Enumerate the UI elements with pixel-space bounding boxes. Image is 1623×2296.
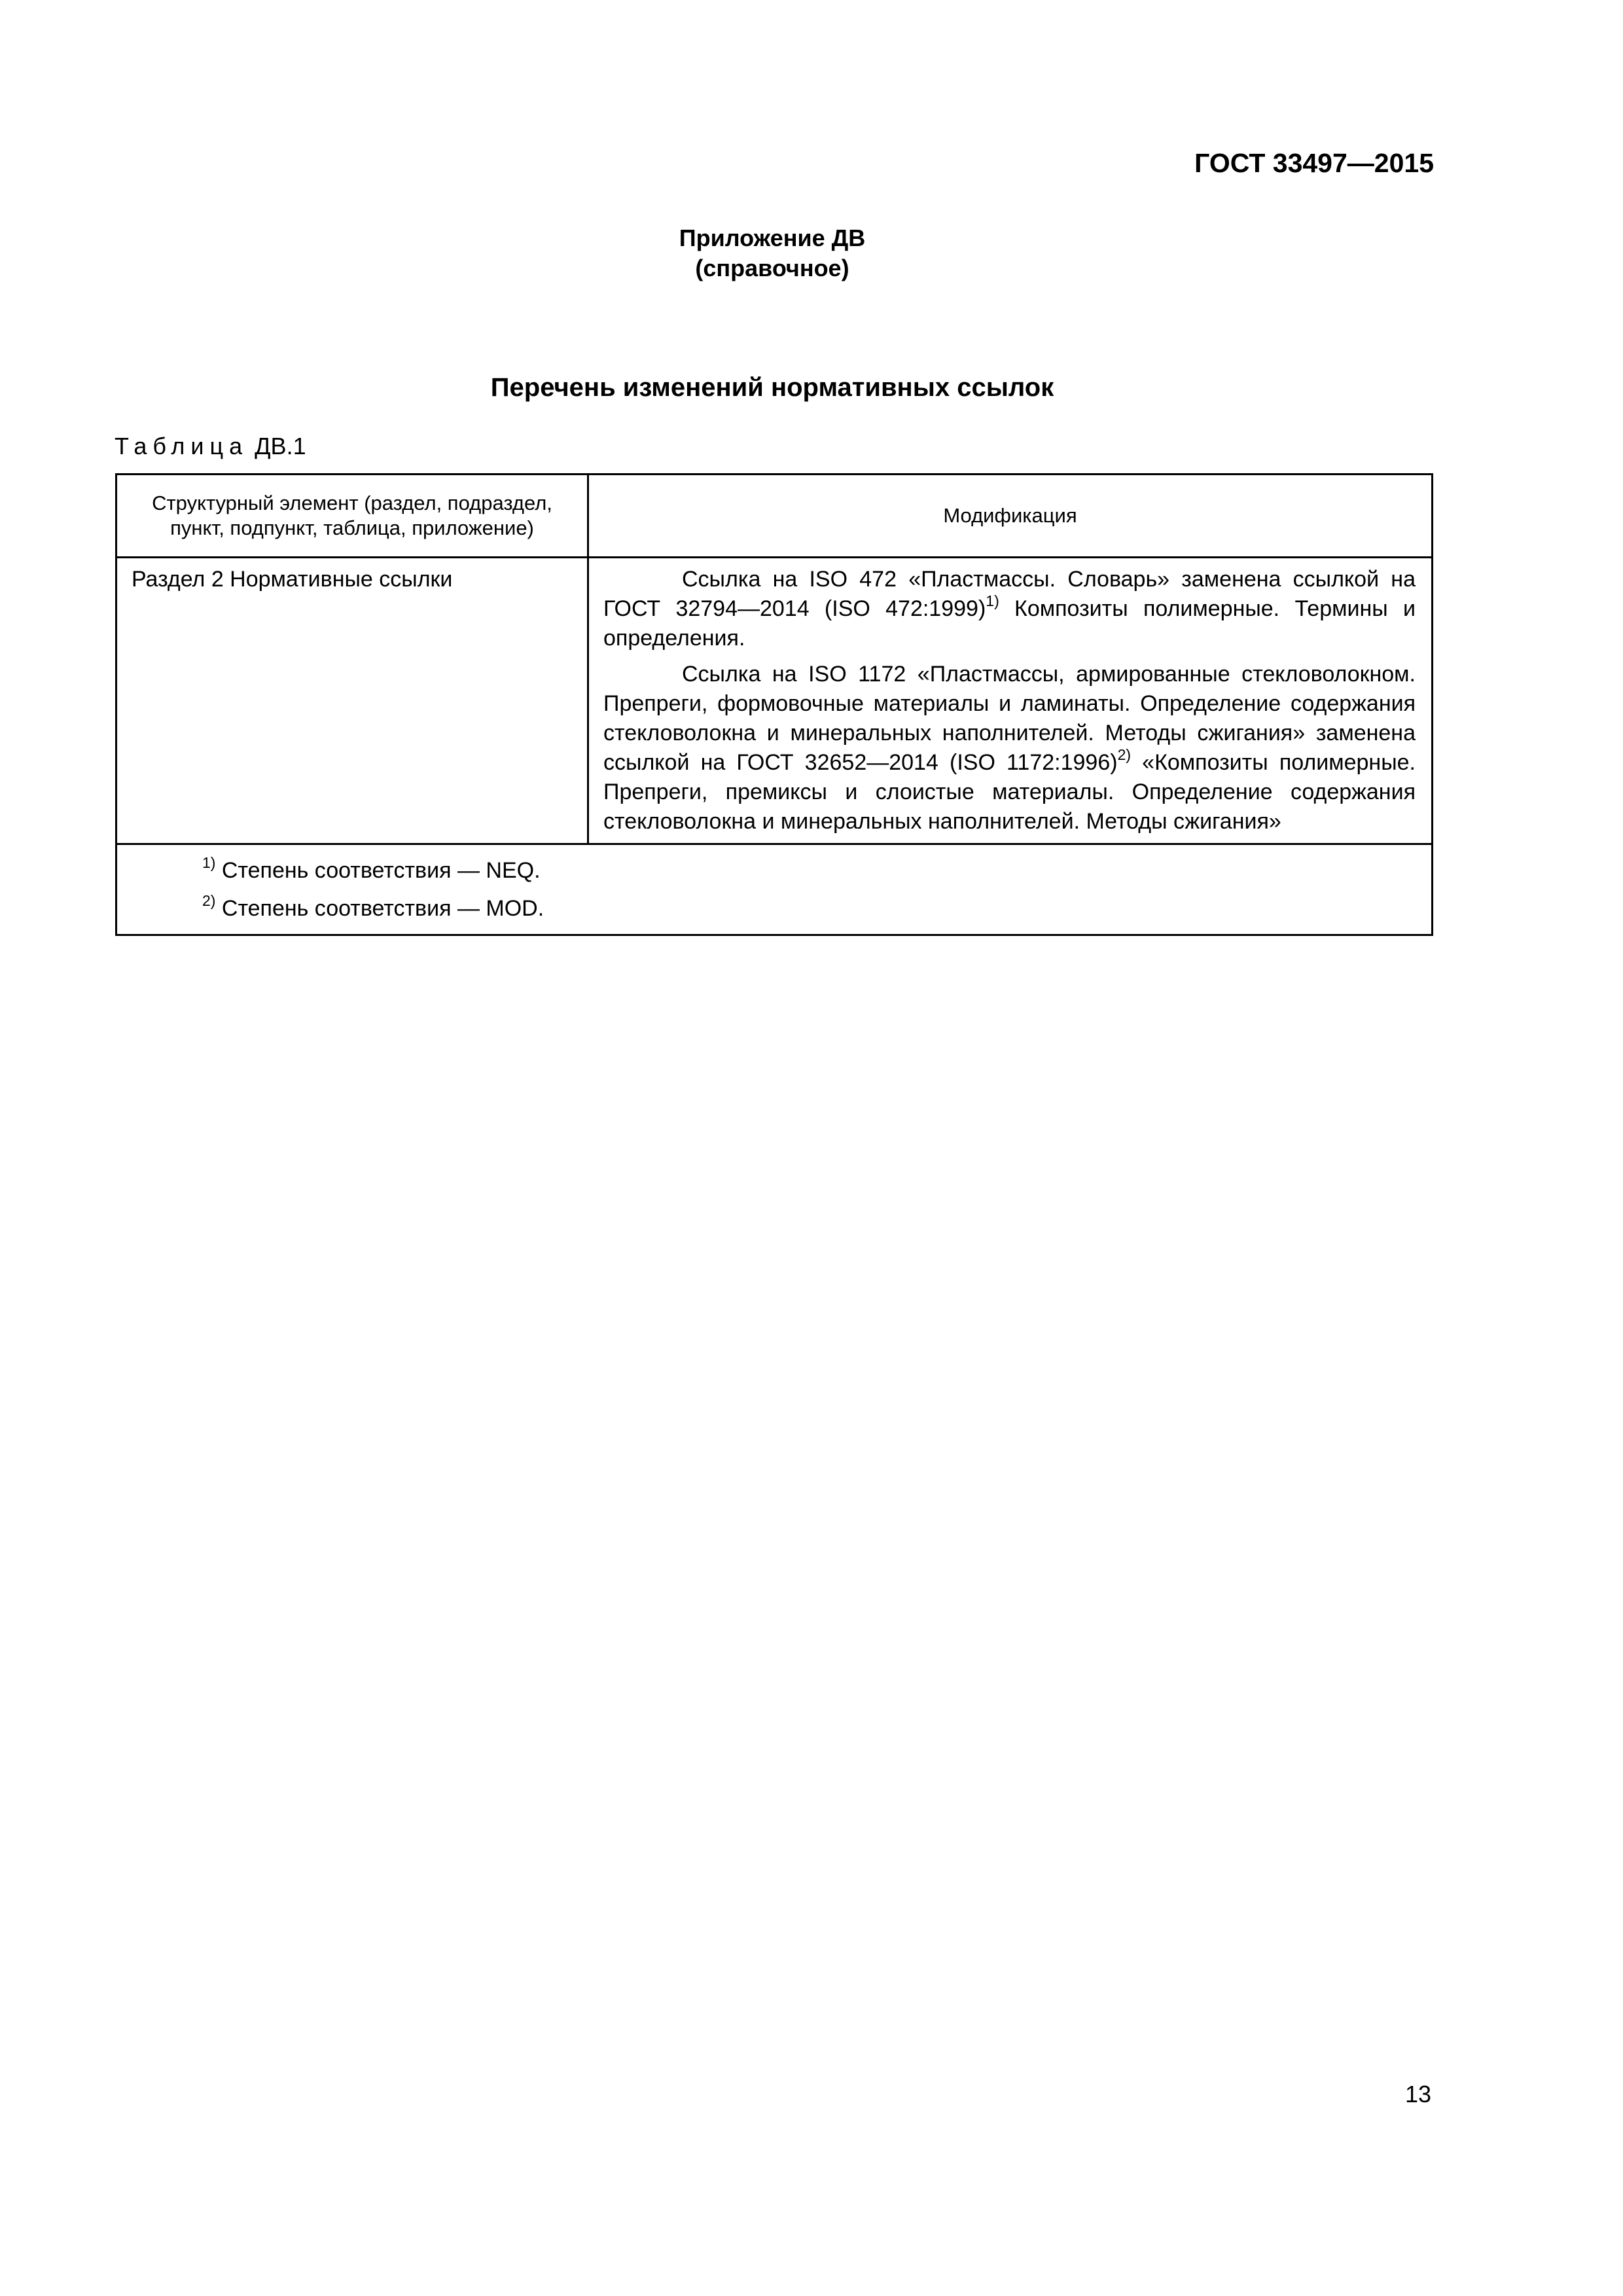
paragraph-text: Ссылка на ISO 472 «Пластмассы. Словарь» заменена ссылкой на ГОСТ 32794—2014 (ISO 472:1999) [603,567,1416,621]
paragraph-text: Ссылка на ISO 1172 «Пластмассы, армированные стекловолокном. Препреги, формовочные материалы и ламинаты. Определение содержания стекловолокна и минеральных наполнителей. Методы сжигания» заменена ссылкой на ГОСТ 32652—2014 (ISO 1172:1996) [603,662,1416,775]
modifications-table [115,473,1433,936]
modification-paragraph [603,660,1416,836]
footnote-text: Степень соответствия — NEQ. [215,858,541,883]
annex-heading [0,223,1544,283]
header-modification: Модификация [588,475,1433,558]
footnotes-cell [116,844,1433,935]
page-number: 13 [1404,2081,1431,2108]
annex-title: Приложение ДВ [679,224,866,251]
header-structural-element: Структурный элемент (раздел, подраздел, пункт, подпункт, таблица, приложение) [116,475,588,558]
paragraph-text: «Композиты полимерные. Препреги, премиксы и слоистые материалы. Определение содержания стекловолокна и минеральных наполнителей. Методы сжигания» [603,750,1416,834]
table-row [116,558,1433,844]
footnote-ref: 1) [986,592,999,609]
footnote-mark: 2) [202,892,216,909]
footnote-text: Степень соответствия — MOD. [215,896,544,921]
cell-structural-element: Раздел 2 Нормативные ссылки [116,558,588,844]
table-label-word: Таблица [115,433,249,459]
cell-modification [588,558,1433,844]
document-code: ГОСТ 33497—2015 [1194,148,1434,178]
footnote [202,889,1419,927]
footnote-ref: 2) [1117,746,1132,763]
footnote-mark: 1) [202,854,216,871]
table-header-row [116,475,1433,558]
table-label [115,432,306,461]
footnote [202,852,1419,889]
modification-paragraph [603,565,1416,653]
paragraph-text: Композиты полимерные. Термины и определения. [603,596,1416,651]
footnotes-row [116,844,1433,935]
annex-subtitle: (справочное) [695,255,849,281]
section-title: Перечень изменений нормативных ссылок [490,373,1054,402]
table-label-number: ДВ.1 [255,433,306,459]
